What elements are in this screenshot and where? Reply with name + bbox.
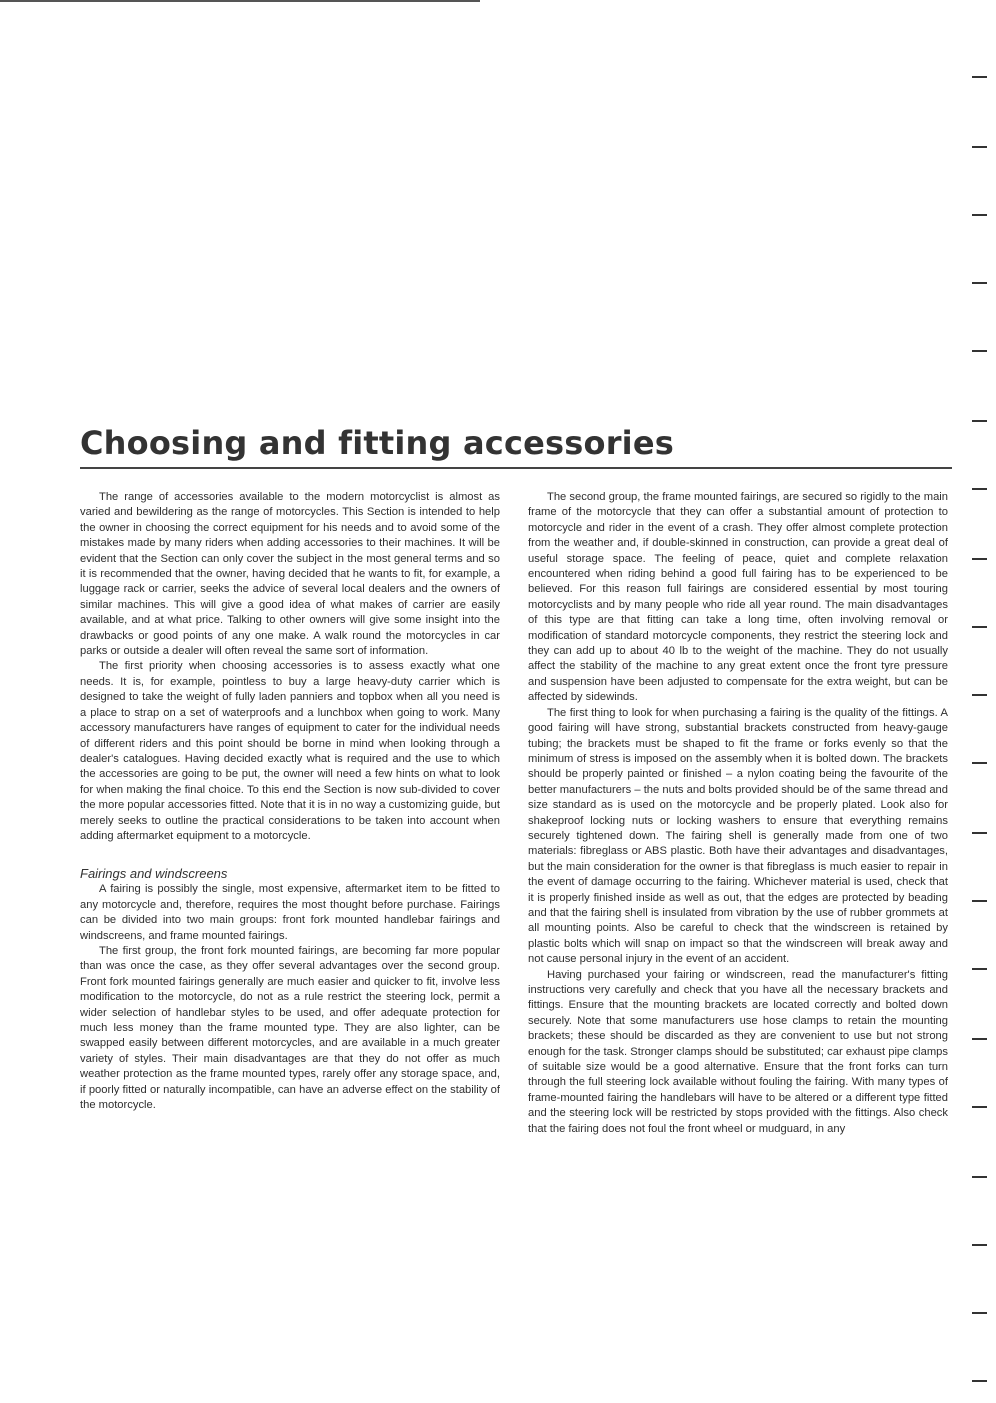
margin-tick — [972, 1176, 987, 1178]
scan-top-edge-line — [0, 0, 480, 2]
margin-tick — [972, 694, 987, 696]
margin-tick — [972, 626, 987, 628]
body-paragraph: The first priority when choosing accessories is to assess exactly what one needs. It is, for example, pointless to buy a large heavy-duty carrier which is designed to take the weight of fully laden panniers and topbox when all you need is a place to strap on a set of waterproofs and a lunchbox when going to work. Many accessory manufacturers have ranges of equipment to cater for the individual needs of different riders and this point should be borne in mind when looking through a dealer's catalogues. Having decided exactly what is required and the use to which the accessories are going to be put, the owner will need a few hints on what to look for when making the final choice. To this end the Section is now sub-divided to cover the more popular accessories fitted. Note that it is in no way a customizing guide, but merely seeks to outline the practical considerations to be taken into account when adding aftermarket equipment to a motorcycle. — [80, 660, 500, 842]
margin-tick — [972, 282, 987, 284]
body-paragraph: The first thing to look for when purchasing a fairing is the quality of the fittings. A good fairing will have strong, substantial brackets constructed from heavy-gauge tubing; the brackets must be shaped to fit the frame or forks evenly so that the minimum of stress is imposed on the assembly when it is bolted down. The brackets should be properly painted or finished – a nylon coating being the favourite of the better manufacturers – the nuts and bolts provided should be of the same thread and size standard as is used on the motorcycle and be properly plated. Look also for shakeproof locking nuts or locking washers to ensure that everything remains securely tightened down. The fairing shell is generally made from one of two materials: fibreglass or ABS plastic. Both have their advantages and disadvantages, but the main consideration for the owner is that fibreglass is much easier to repair in the event of damage occurring to the fairing. Whichever material is used, check that it is properly finished inside as well as out, that the edges are protected by beading and that the fairing shell is insulated from vibration by the use of rubber grommets at all mounting points. Also be careful to check that the windscreen is retained by plastic bolts which will snap on impact so that the windscreen will break away and not cause personal injury in the event of an accident. — [528, 706, 948, 966]
margin-tick — [972, 1244, 987, 1246]
margin-tick — [972, 488, 987, 490]
margin-tick — [972, 76, 987, 78]
margin-tick — [972, 214, 987, 216]
body-paragraph: The second group, the frame mounted fairings, are secured so rigidly to the main frame of the motorcycle that they can offer a substantial amount of protection to motorcycle and rider in the event of a crash. They offer almost complete protection from the weather and, if double-skinned in construction, can provide a great deal of useful storage space. The feeling of peace, quiet and complete relaxation encountered when riding behind a good full fairing has to be experienced to be believed. For this reason full fairings are considered essential by most touring motorcyclists and by many people who ride all year round. The main disadvantages of this type are that fitting can take a long time, often involving removal or modification of standard motorcycle components, they restrict the steering lock and they can add up to about 40 lb to the weight of the machine. They do not usually affect the stability of the machine to any great extent once the front tyre pressure and suspension have been adjusted to compensate for the extra weight, but can be affected by sidewinds. — [528, 491, 948, 704]
body-paragraph: A fairing is possibly the single, most expensive, aftermarket item to be fitted to any motorcycle and, therefore, requires the most thought before purchase. Fairings can be divided into two main groups: front fork mounted handlebar fairings and windscreens, and frame mounted fairings. — [80, 883, 500, 942]
margin-tick — [972, 762, 987, 764]
right-column — [528, 490, 948, 1137]
body-paragraph: Having purchased your fairing or windscreen, read the manufacturer's fitting instructions very carefully and check that you have all the necessary brackets and fittings. Ensure that the mounting brackets are located correctly and bolted down securely. Note that some manufacturers use hose clamps to retain the mounting brackets; these should be discarded as they are convenient to use but not strong enough for the task. Stronger clamps should be substituted; car exhaust pipe clamps of suitable size would be a good alternative. Ensure that the front forks can turn through the full steering lock available without fouling the fairing. With many types of frame-mounted fairing the handlebars will have to be altered or a different type fitted and the steering lock will be restricted by stops provided with the fittings. Also check that the fairing does not foul the front wheel or mudguard, in any — [528, 968, 948, 1135]
left-column — [80, 490, 500, 1113]
margin-tick — [972, 350, 987, 352]
margin-tick — [972, 1380, 987, 1382]
section-subheading: Fairings and windscreens — [80, 866, 228, 882]
margin-tick — [972, 420, 987, 422]
body-paragraph: The first group, the front fork mounted fairings, are becoming far more popular than was once the case, as they offer several advantages over the second group. Front fork mounted fairings generally are much easier and quicker to fit, involve less modification to the motorcycle, do not as a rule restrict the steering lock, permit a wider selection of handlebar styles to be used, and offer adequate protection for much less money than the frame mounted type. They are also lighter, can be swapped easily between different motorcycles, and are available in a much greater variety of styles. Their main disadvantages are that they do not offer as much weather protection as the frame mounted types, rarely offer any storage space, and, if poorly fitted or naturally incompatible, can have an adverse effect on the stability of the motorcycle. — [80, 944, 500, 1112]
margin-tick — [972, 832, 987, 834]
margin-tick — [972, 900, 987, 902]
margin-tick — [972, 146, 987, 148]
margin-tick — [972, 558, 987, 560]
margin-tick — [972, 968, 987, 970]
title-rule — [80, 467, 952, 469]
margin-tick — [972, 1312, 987, 1314]
body-paragraph: The range of accessories available to the modern motorcyclist is almost as varied and bewildering as the range of motorcycles. This Section is intended to help the owner in choosing the correct equipment for his needs and to avoid some of the mistakes made by many riders when adding accessories to their machines. It will be evident that the Section can only cover the subject in the most general terms and so it is recommended that the owner, having decided that he wants to fit, for example, a luggage rack or carrier, seeks the advice of several local dealers and the owners of similar machines. This will give a good idea of what makes of carrier are easily available, and at what price. Talking to other owners will give some insight into the drawbacks or good points of any one make. A walk round the motorcycles in car parks or outside a dealer will often reveal the same sort of information. — [80, 491, 500, 658]
margin-tick — [972, 1038, 987, 1040]
margin-tick — [972, 1106, 987, 1108]
page-title: Choosing and fitting accessories — [80, 424, 674, 462]
